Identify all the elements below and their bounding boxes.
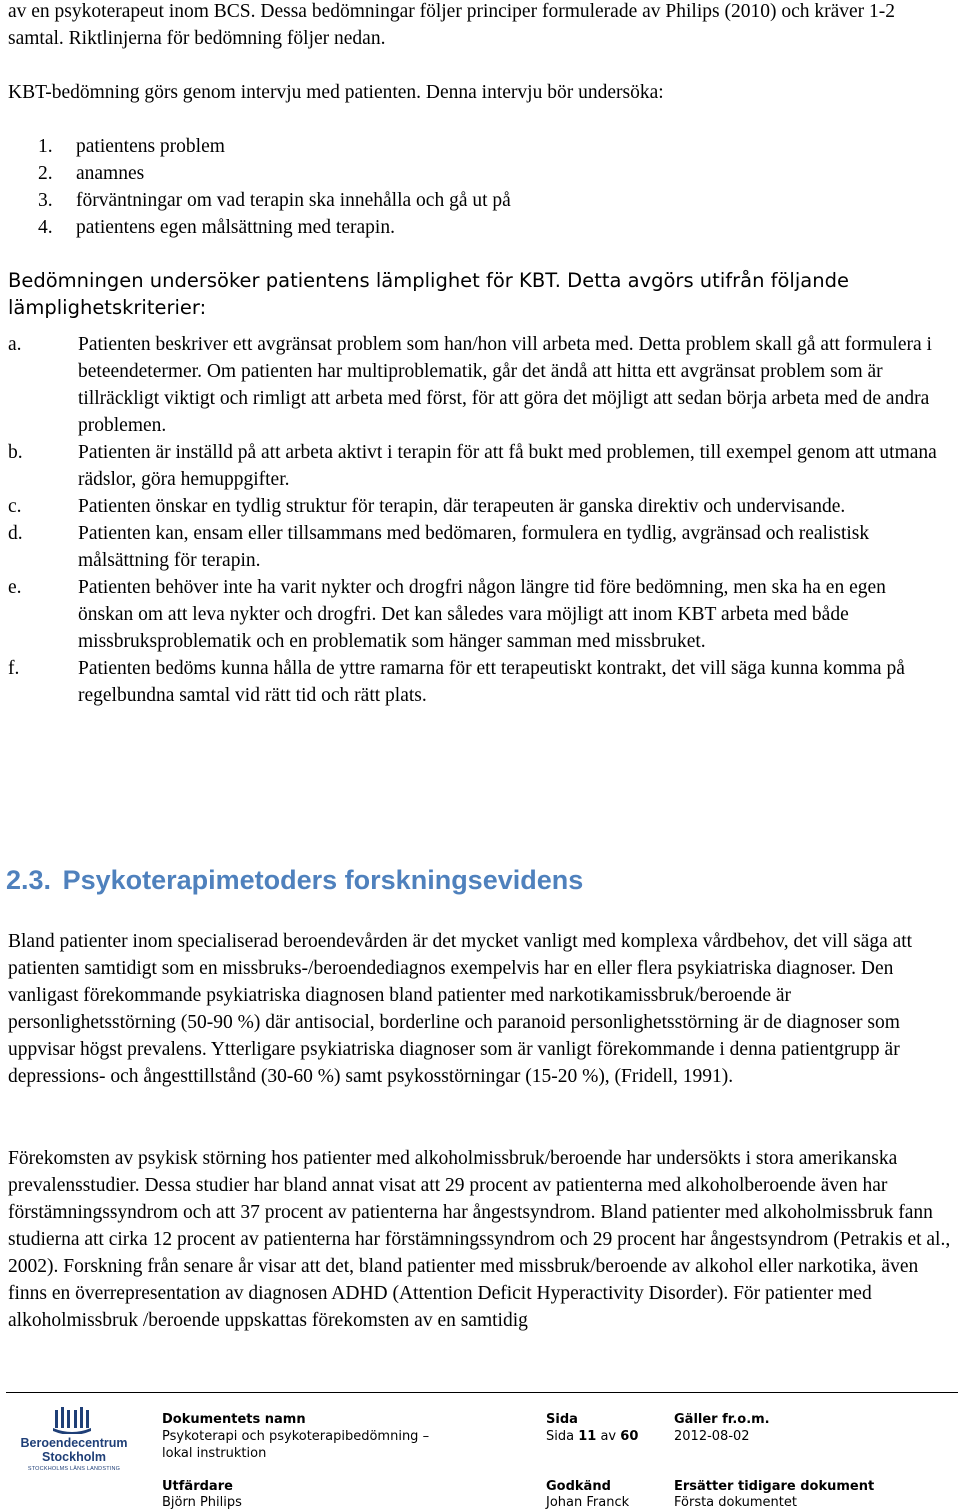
suitability-paragraph: Bedömningen undersöker patientens lämplighet för KBT. Detta avgörs utifrån följande lämplighetskriterier: bbox=[8, 269, 849, 319]
criteria-item bbox=[8, 520, 948, 574]
criteria-text: Patienten önskar en tydlig struktur för terapin, där terapeuten är ganska direktiv och undervisande. bbox=[78, 496, 846, 517]
list-item bbox=[38, 133, 938, 160]
logo-name-line1: Beroendecentrum bbox=[20, 1436, 128, 1450]
doc-name-label: Dokumentets namn bbox=[162, 1412, 306, 1427]
page-total: 60 bbox=[620, 1429, 639, 1444]
list-item bbox=[38, 214, 938, 241]
footer-divider bbox=[6, 1392, 958, 1393]
criteria-item bbox=[8, 439, 948, 493]
criteria-label: a. bbox=[8, 334, 22, 355]
criteria-label: e. bbox=[8, 577, 22, 598]
list-text: förväntningar om vad terapin ska innehålla och gå ut på bbox=[76, 190, 511, 211]
logo-mark-icon bbox=[52, 1406, 92, 1434]
issuer-label: Utfärdare bbox=[162, 1479, 233, 1494]
approved-value: Johan Franck bbox=[546, 1495, 630, 1510]
body-paragraph: Förekomsten av psykisk störning hos patienter med alkoholmissbruk/beroende har undersökts i stora amerikanska prevalensstudier. Dessa studier har bland annat visat att 29 procent av patienterna med alkoholberoende även har förstämningssyndrom och att 37 procent av patienterna har ångestsyndrom. Bland patienter med alkoholmissbruk fann studierna att cirka 12 procent av patienterna har förstämningssyndrom och 29 procent har ångestsyndrom (Petrakis et al., 2002). Forskning från senare år visar att det, bland patienter med missbruk/beroende av alkohol eller narkotika, även finns en överrepresentation av diagnosen ADHD (Attention Deficit Hyperactivity Disorder). För patienter med alkoholmissbruk /beroende uppskattas förekomsten av en samtidig bbox=[8, 1148, 951, 1331]
body-paragraph: Bland patienter inom specialiserad beroendevården är det mycket vanligt med komplexa vårdbehov, det vill säga att patienten samtidigt som en missbruks-/beroendediagnos exempelvis har en eller flera psykiatriska diagnoser. Den vanligast förekommande psykiatriska diagnosen bland patienter med narkotikamissbruk/beroende är personlighetsstörning (50-90 %) där antisocial, borderline och paranoid personlighetsstörning är de diagnoser som uppvisar högst prevalens. Ytterligare psykiatriska diagnoser som är vanligt förekommande i denna patientgrupp är depressions- och ångesttillstånd (30-60 %) samt psykosstörningar (15-20 %), (Fridell, 1991). bbox=[8, 931, 913, 1087]
criteria-text: Patienten kan, ensam eller tillsammans med bedömaren, formulera en tydlig, avgränsad och realistisk målsättning för terapin. bbox=[78, 523, 870, 571]
valid-from-value: 2012-08-02 bbox=[674, 1429, 750, 1444]
intro-paragraph: av en psykoterapeut inom BCS. Dessa bedömningar följer principer formulerade av Philips (2010) och kräver 1-2 samtal. Riktlinjerna för bedömning följer nedan. bbox=[8, 1, 896, 49]
numbered-list bbox=[38, 133, 938, 241]
logo-name bbox=[18, 1436, 130, 1464]
criteria-item bbox=[8, 331, 948, 439]
replaces-label: Ersätter tidigare dokument bbox=[674, 1479, 875, 1494]
list-item bbox=[38, 187, 938, 214]
criteria-text: Patienten beskriver ett avgränsat problem som han/hon vill arbeta med. Detta problem skall gå att formulera i beteendetermer. Om patienten har multiproblematik, går det ändå att hitta ett avgränsat problem som är tillräckligt viktigt och rimligt att arbeta med först, för att göra det möjligt att sedan börja arbeta med de andra problemen. bbox=[78, 334, 932, 436]
section-title: Psykoterapimetoders forskningsevidens bbox=[62, 865, 584, 895]
criteria-text: Patienten bedöms kunna hålla de yttre ramarna för ett terapeutiskt kontrakt, det vill säga kunna komma på regelbundna samtal vid rätt tid och rätt plats. bbox=[78, 658, 905, 706]
organization-logo bbox=[18, 1406, 130, 1486]
section-heading bbox=[6, 862, 583, 898]
doc-name-value: Psykoterapi och psykoterapibedömning – bbox=[162, 1429, 430, 1444]
list-number: 1. bbox=[38, 136, 53, 157]
list-text: anamnes bbox=[76, 163, 145, 184]
criteria-label: c. bbox=[8, 496, 22, 517]
page-of: av bbox=[600, 1429, 617, 1444]
criteria-list bbox=[8, 331, 948, 709]
replaces-value: Första dokumentet bbox=[674, 1495, 797, 1510]
page-current: 11 bbox=[578, 1429, 597, 1444]
issuer-value: Björn Philips bbox=[162, 1495, 242, 1510]
list-text: patientens problem bbox=[76, 136, 225, 157]
page-indicator bbox=[546, 1428, 638, 1446]
assessment-intro: KBT-bedömning görs genom intervju med patienten. Denna intervju bör undersöka: bbox=[8, 82, 664, 103]
criteria-item bbox=[8, 574, 948, 655]
criteria-text: Patienten är inställd på att arbeta aktivt i terapin för att få bukt med problemen, till exempel genom att utmana rädslor, göra hemuppgifter. bbox=[78, 442, 937, 490]
page-label: Sida bbox=[546, 1412, 578, 1427]
list-item bbox=[38, 160, 938, 187]
criteria-text: Patienten behöver inte ha varit nykter och drogfri någon längre tid före bedömning, men ska ha en egen önskan om att leva nykter och drogfri. Det kan således vara möjligt att inom KBT arbeta med både missbruksproblematik och en problematik som hänger samman med missbruket. bbox=[78, 577, 886, 652]
criteria-label: d. bbox=[8, 523, 23, 544]
criteria-item bbox=[8, 493, 948, 520]
list-number: 2. bbox=[38, 163, 53, 184]
list-number: 3. bbox=[38, 190, 53, 211]
criteria-label: f. bbox=[8, 658, 20, 679]
list-number: 4. bbox=[38, 217, 53, 238]
doc-name-value-cont: lokal instruktion bbox=[162, 1446, 267, 1461]
criteria-label: b. bbox=[8, 442, 23, 463]
logo-tagline: STOCKHOLMS LÄNS LANDSTING bbox=[27, 1466, 121, 1472]
logo-name-line2: Stockholm bbox=[42, 1450, 106, 1464]
section-number: 2.3. bbox=[6, 865, 52, 895]
valid-from-label: Gäller fr.o.m. bbox=[674, 1412, 770, 1427]
criteria-item bbox=[8, 655, 948, 709]
approved-label: Godkänd bbox=[546, 1479, 611, 1494]
list-text: patientens egen målsättning med terapin. bbox=[76, 217, 395, 238]
page-word: Sida bbox=[546, 1429, 575, 1444]
